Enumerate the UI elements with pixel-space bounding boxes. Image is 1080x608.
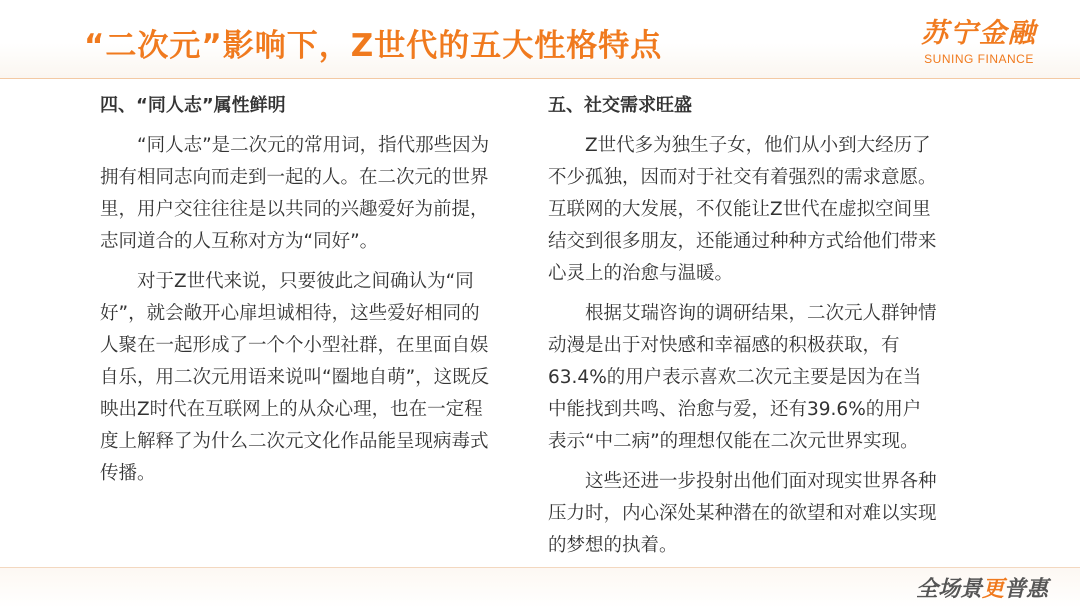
logo-english-text: SUNING FINANCE [924,52,1034,66]
slogan-part-2: 更 [981,577,1004,602]
right-paragraph-3: 这些还进一步投射出他们面对现实世界各种压力时，内心深处某种潜在的欲望和对难以实现的梦想的执着。 [548,471,937,556]
left-paragraph-1: “同人志”是二次元的常用词，指代那些因为拥有相同志向而走到一起的人。在二次元的世界里，用户交往往往是以共同的兴趣爱好为前提，志同道合的人互称对方为“同好”。 [100,135,490,252]
left-column [100,92,490,498]
section-heading-five: 五、社交需求旺盛 [548,95,692,116]
right-paragraph-2: 根据艾瑞咨询的调研结果，二次元人群钟情动漫是出于对快感和幸福感的积极获取，有63.4%的用户表示喜欢二次元主要是因为在当中能找到共鸣、治愈与爱，还有39.6%的用户表示“中二病”的理想仅能在二次元世界实现。 [548,303,937,452]
slogan-part-1: 全场景 [915,577,982,602]
footer-slogan [916,572,1048,603]
section-heading-four: 四、“同人志”属性鲜明 [100,95,286,116]
slogan-part-3: 普惠 [1003,577,1048,602]
right-column [548,92,938,570]
header-divider [0,78,1080,79]
right-paragraph-1: Z世代多为独生子女，他们从小到大经历了不少孤独，因而对于社交有着强烈的需求意愿。互联网的大发展，不仅能让Z世代在虚拟空间里结交到很多朋友，还能通过种种方式给他们带来心灵上的治愈与温暖。 [548,135,937,284]
slide-title: “二次元”影响下，Z世代的五大性格特点 [84,28,663,64]
left-paragraph-2: 对于Z世代来说，只要彼此之间确认为“同好”，就会敞开心扉坦诚相待，这些爱好相同的人聚在一起形成了一个个小型社群，在里面自娱自乐，用二次元用语来说叫“圈地自萌”，这既反映出Z时代在互联网上的从众心理，也在一定程度上解释了为什么二次元文化作品能呈现病毒式传播。 [100,271,490,484]
suning-finance-logo [916,18,1042,66]
logo-chinese-text: 苏宁金融 [921,18,1037,49]
